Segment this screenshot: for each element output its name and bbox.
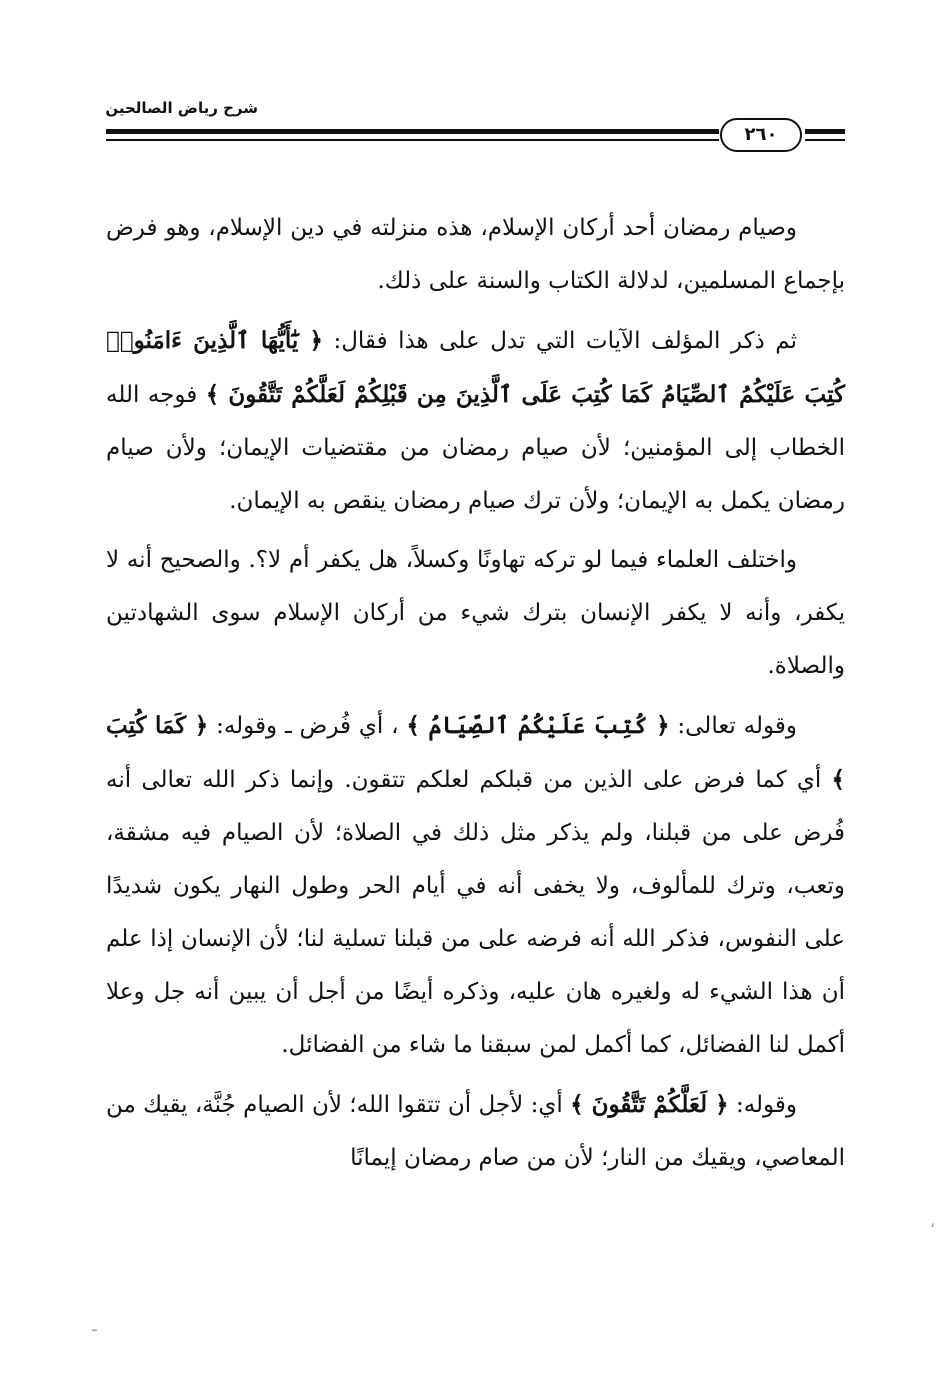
paragraph-5 <box>106 1078 845 1185</box>
running-header-title: شرح رياض الصالحين <box>105 99 258 117</box>
body-text <box>106 202 845 1191</box>
scan-mark: ، <box>930 1212 936 1231</box>
paragraph-4 <box>106 699 845 1072</box>
paragraph-text: أي كما فرض على الذين من قبلكم لعلكم تتقون. وإنما ذكر الله تعالى أنه فُرض على من قبلنا، ولم يذكر مثل ذلك في الصلاة؛ لأن الصيام فيه مشقة، وتعب، وترك للمألوف، ولا يخفى أنه في أيام الحر وطول النهار يكون شديدًا على النفوس، فذكر الله أنه فرضه على من قبلنا تسلية لنا؛ لأن الإنسان إذا علم أن هذا الشيء له ولغيره هان عليه، وذكره أيضًا من أجل أن يبين أنه جل وعلا أكمل لنا الفضائل، كما أكمل لمن سبقنا ما شاء من الفضائل. <box>106 767 845 1058</box>
paragraph-text: ، أي فُرض ـ وقوله: <box>208 713 399 739</box>
paragraph-text: وقوله تعالى: <box>669 713 797 739</box>
header-rule-right-thick <box>805 129 845 134</box>
paragraph-3 <box>106 534 845 693</box>
header-rule-thick <box>106 129 719 134</box>
header-rule-right-thin <box>805 139 845 141</box>
paragraph-2 <box>106 314 845 528</box>
header-rule-thin <box>106 139 719 141</box>
quran-verse: ﴿ كُتِبَ عَلَيْكُمُ ٱلصِّيَامُ ﴾ <box>406 712 670 739</box>
paragraph-text: وقوله: <box>728 1092 798 1118</box>
scan-mark: ـ <box>92 1316 97 1335</box>
paragraph-text: فوجه الله الخطاب إلى المؤمنين؛ لأن صيام رمضان من مقتضيات الإيمان؛ ولأن صيام رمضان يكمل به الإيمان؛ ولأن ترك صيام رمضان ينقص به الإيمان. <box>106 382 845 514</box>
quran-verse: ﴿ كَمَا كُتِبَ ﴾ <box>106 712 846 793</box>
paragraph-text: ثم ذكر المؤلف الآيات التي تدل على هذا فقال: <box>322 328 798 354</box>
paragraph-text: أي: لأجل أن تتقوا الله؛ لأن الصيام جُنَّة، يقيك من المعاصي، ويقيك من النار؛ لأن من صام رمضان إيمانًا <box>106 1092 845 1171</box>
paragraph-text: وصيام رمضان أحد أركان الإسلام، هذه منزلته في دين الإسلام، وهو فرض بإجماع المسلمين، لدلالة الكتاب والسنة على ذلك. <box>106 215 845 294</box>
paragraph-text: واختلف العلماء فيما لو تركه تهاونًا وكسلاً، هل يكفر أم لا؟. والصحيح أنه لا يكفر، وأنه لا يكفر الإنسان بترك شيء من أركان الإسلام سوى الشهادتين والصلاة. <box>106 547 845 679</box>
page-number-badge: ٢٦٠ <box>720 118 802 152</box>
quran-verse: ﴿ يَٰٓأَيُّهَا ٱلَّذِينَ ءَامَنُوا۟ كُتِبَ عَلَيْكُمُ ٱلصِّيَامُ كَمَا كُتِبَ عَلَى ٱلَّذِينَ مِن قَبْلِكُمْ لَعَلَّكُمْ تَتَّقُونَ ﴾ <box>106 327 845 408</box>
quran-verse: ﴿ لَعَلَّكُمْ تَتَّقُونَ ﴾ <box>570 1091 729 1118</box>
paragraph-1 <box>106 202 845 308</box>
